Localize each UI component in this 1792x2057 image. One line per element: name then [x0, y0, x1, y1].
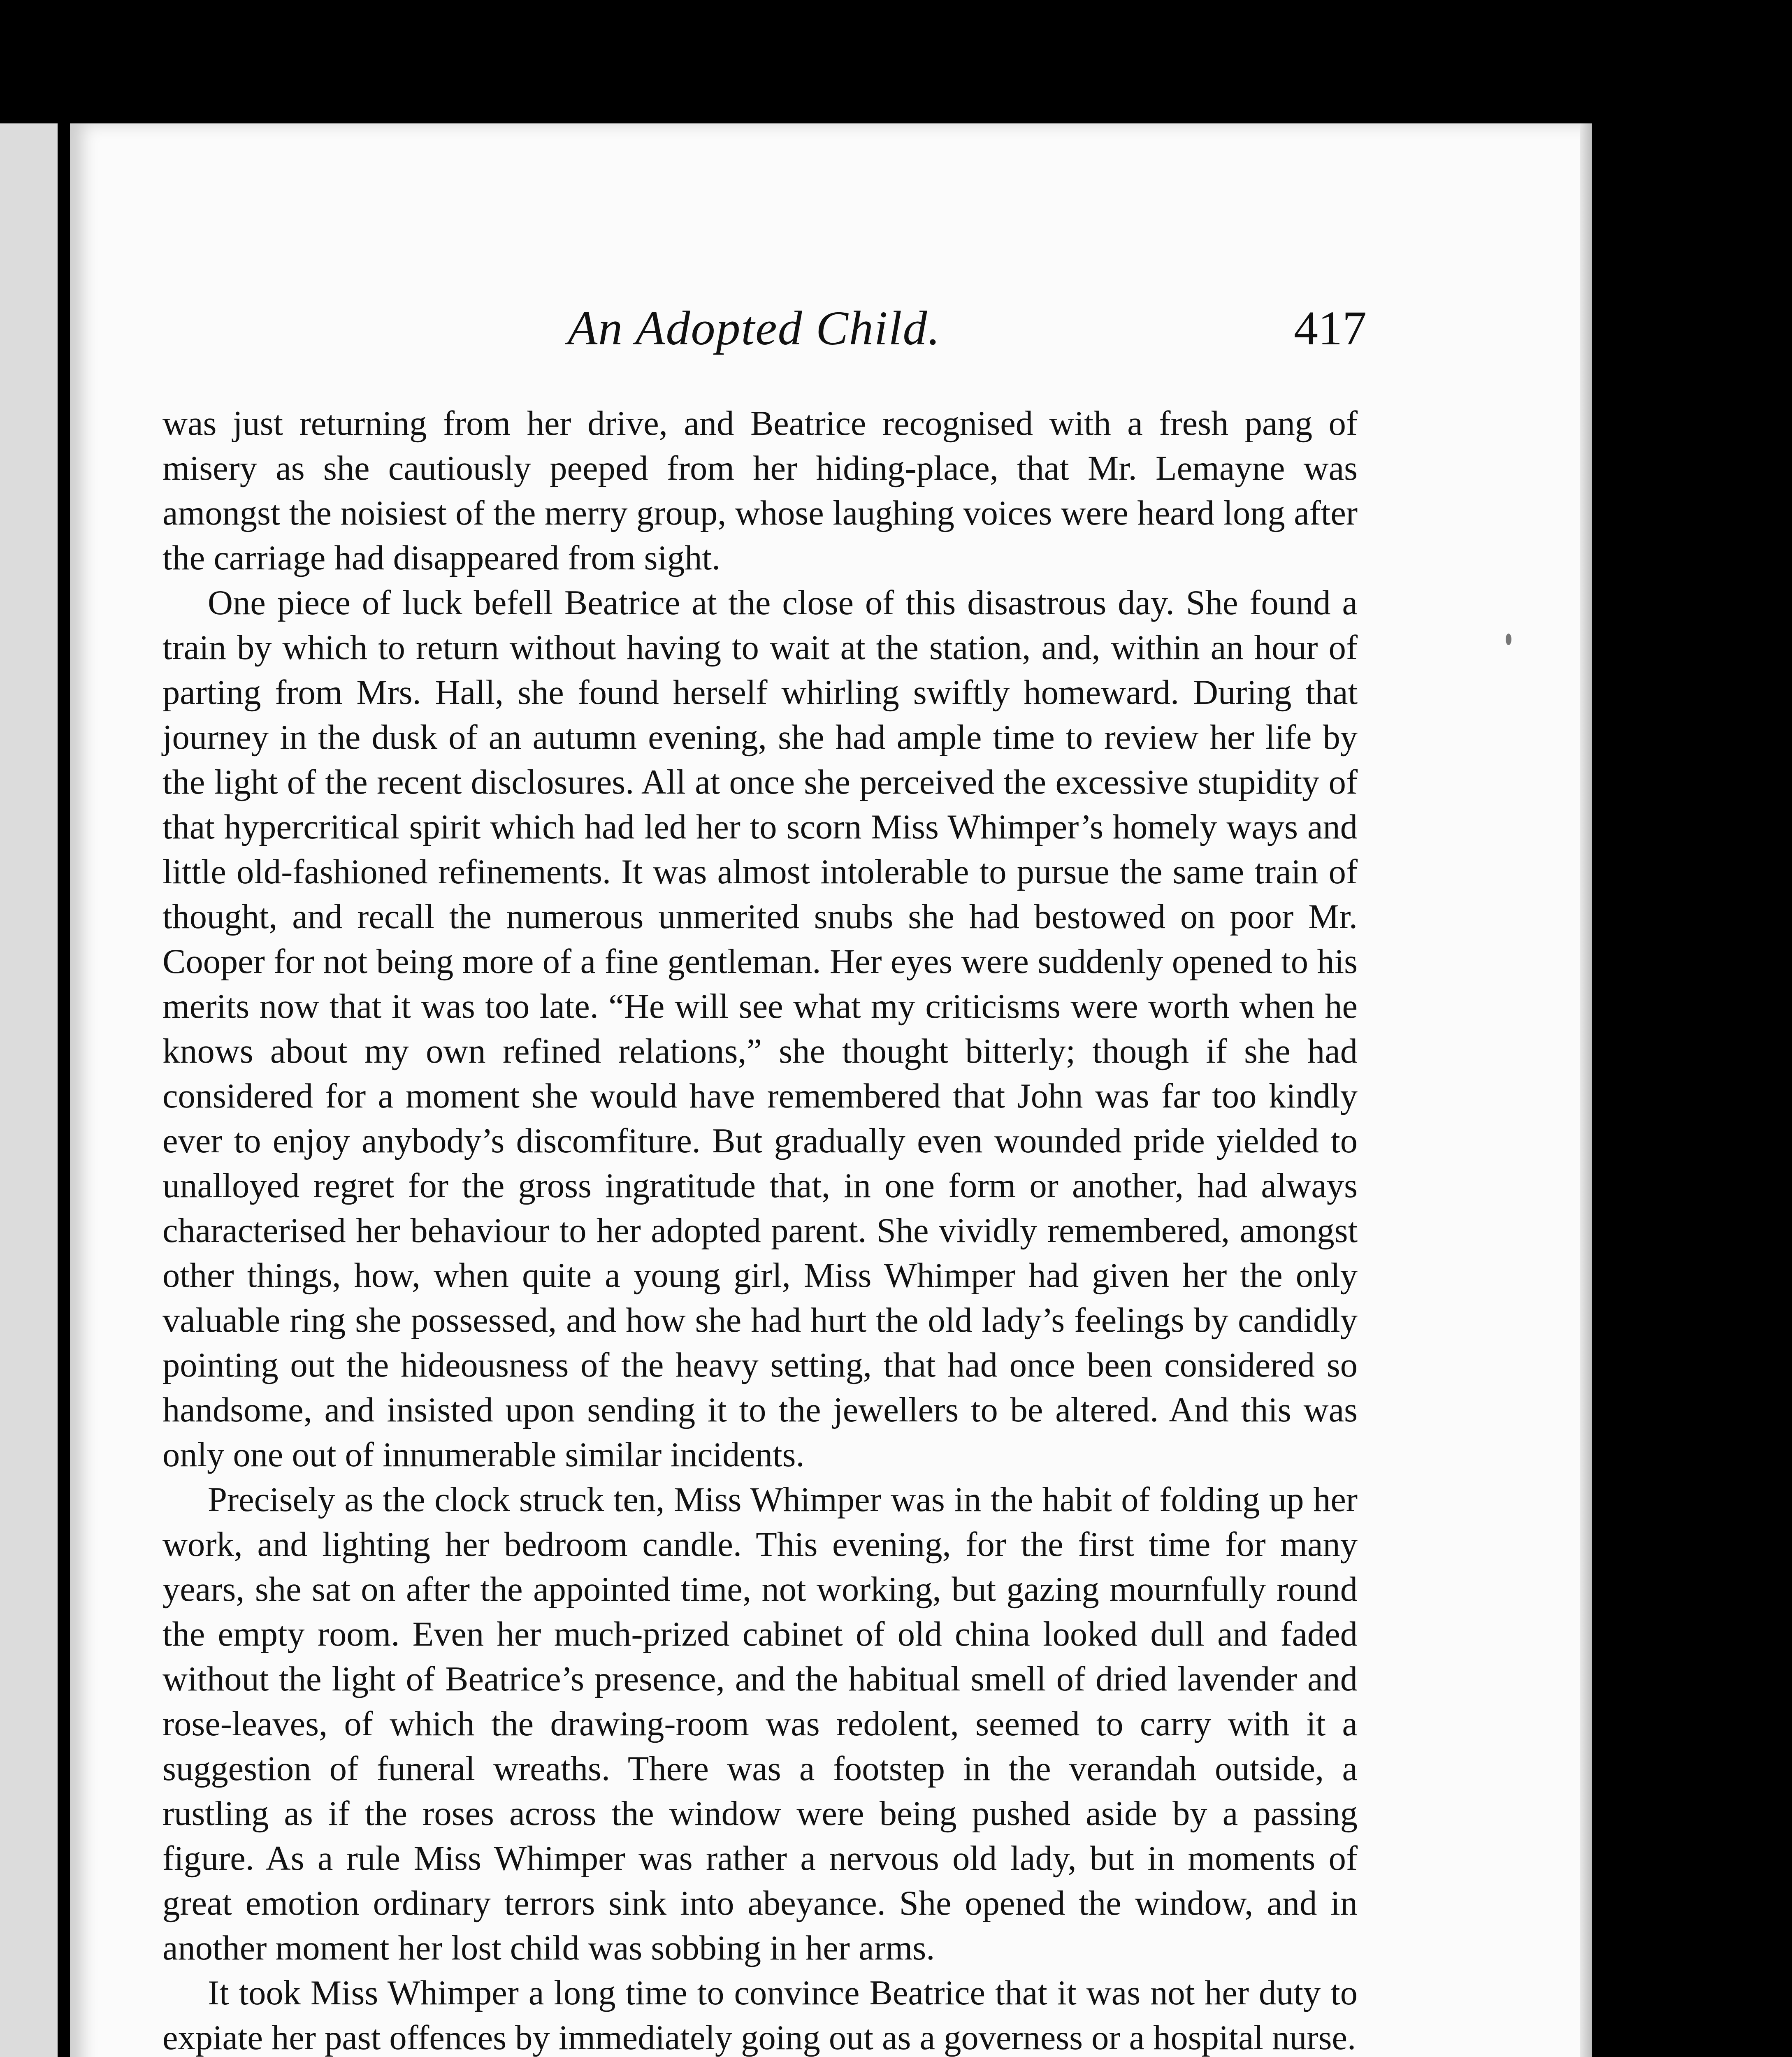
scan-speck: [1506, 634, 1511, 645]
running-head: [70, 300, 1592, 391]
paragraph-2: One piece of luck befell Beatrice at the close of this disastrous day. She found a train by which to return without having to wait at the station, and, within an hour of parting from Mrs. Hall, she found herself whirling swiftly homeward. During that journey in the dusk of an autumn evening, she had ample time to review her life by the light of the recent disclosures. All at once she perceived the excessive stupidity of that hypercritical spirit which had led her to scorn Miss Whimper’s homely ways and little old-fashioned refinements. It was almost intolerable to pursue the same train of thought, and recall the numerous unmerited snubs she had bestowed on poor Mr. Cooper for not being more of a fine gentleman. Her eyes were suddenly opened to his merits now that it was too late. “He will see what my criticisms were worth when he knows about my own refined relations,” she thought bitterly; though if she had considered for a moment she would have remembered that John was far too kindly ever to enjoy anybody’s discomfiture. But gradually even wounded pride yielded to unalloyed regret for the gross ingratitude that, in one form or another, had always characterised her behaviour to her adopted parent. She vividly remembered, amongst other things, how, when quite a young girl, Miss Whimper had given her the only valuable ring she possessed, and how she had hurt the old lady’s feelings by candidly pointing out the hideousness of the heavy setting, that had once been considered so handsome, and insisted upon sending it to the jewellers to be altered. And this was only one out of innumerable similar incidents.: [162, 584, 1358, 1474]
book-page: [70, 123, 1592, 2057]
body-text: [162, 401, 1358, 2057]
running-head-title: An Adopted Child.: [568, 301, 941, 355]
page-number: 417: [1294, 301, 1367, 355]
paragraph-3: Precisely as the clock struck ten, Miss Whimper was in the habit of folding up her work, and lighting her bedroom candle. This evening, for the first time for many years, she sat on after the appointed time, not working, but gazing mournfully round the empty room. Even her much-prized cabinet of old china looked dull and faded without the light of Beatrice’s presence, and the habitual smell of dried lavender and rose-leaves, of which the drawing-room was redolent, seemed to carry with it a suggestion of funeral wreaths. There was a footstep in the verandah outside, a rustling as if the roses across the window were being pushed aside by a passing figure. As a rule Miss Whimper was rather a nervous old lady, but in moments of great emotion ordinary terrors sink into abeyance. She opened the window, and in another moment her lost child was sobbing in her arms.: [162, 1481, 1358, 1967]
paragraph-4: It took Miss Whimper a long time to convince Beatrice that it was not her duty to expiate her past offences by immediately going out as a governess or a hospital nurse.: [162, 1974, 1358, 2057]
page-edge-shadow: [1580, 123, 1592, 2057]
facing-page-edge: [0, 123, 58, 2057]
paragraph-1: was just returning from her drive, and Beatrice recognised with a fresh pang of misery as she cautiously peeped from her hiding-place, that Mr. Lemayne was amongst the noisiest of the merry group, whose laughing voices were heard long after the carriage had disappeared from sight.: [162, 404, 1358, 577]
